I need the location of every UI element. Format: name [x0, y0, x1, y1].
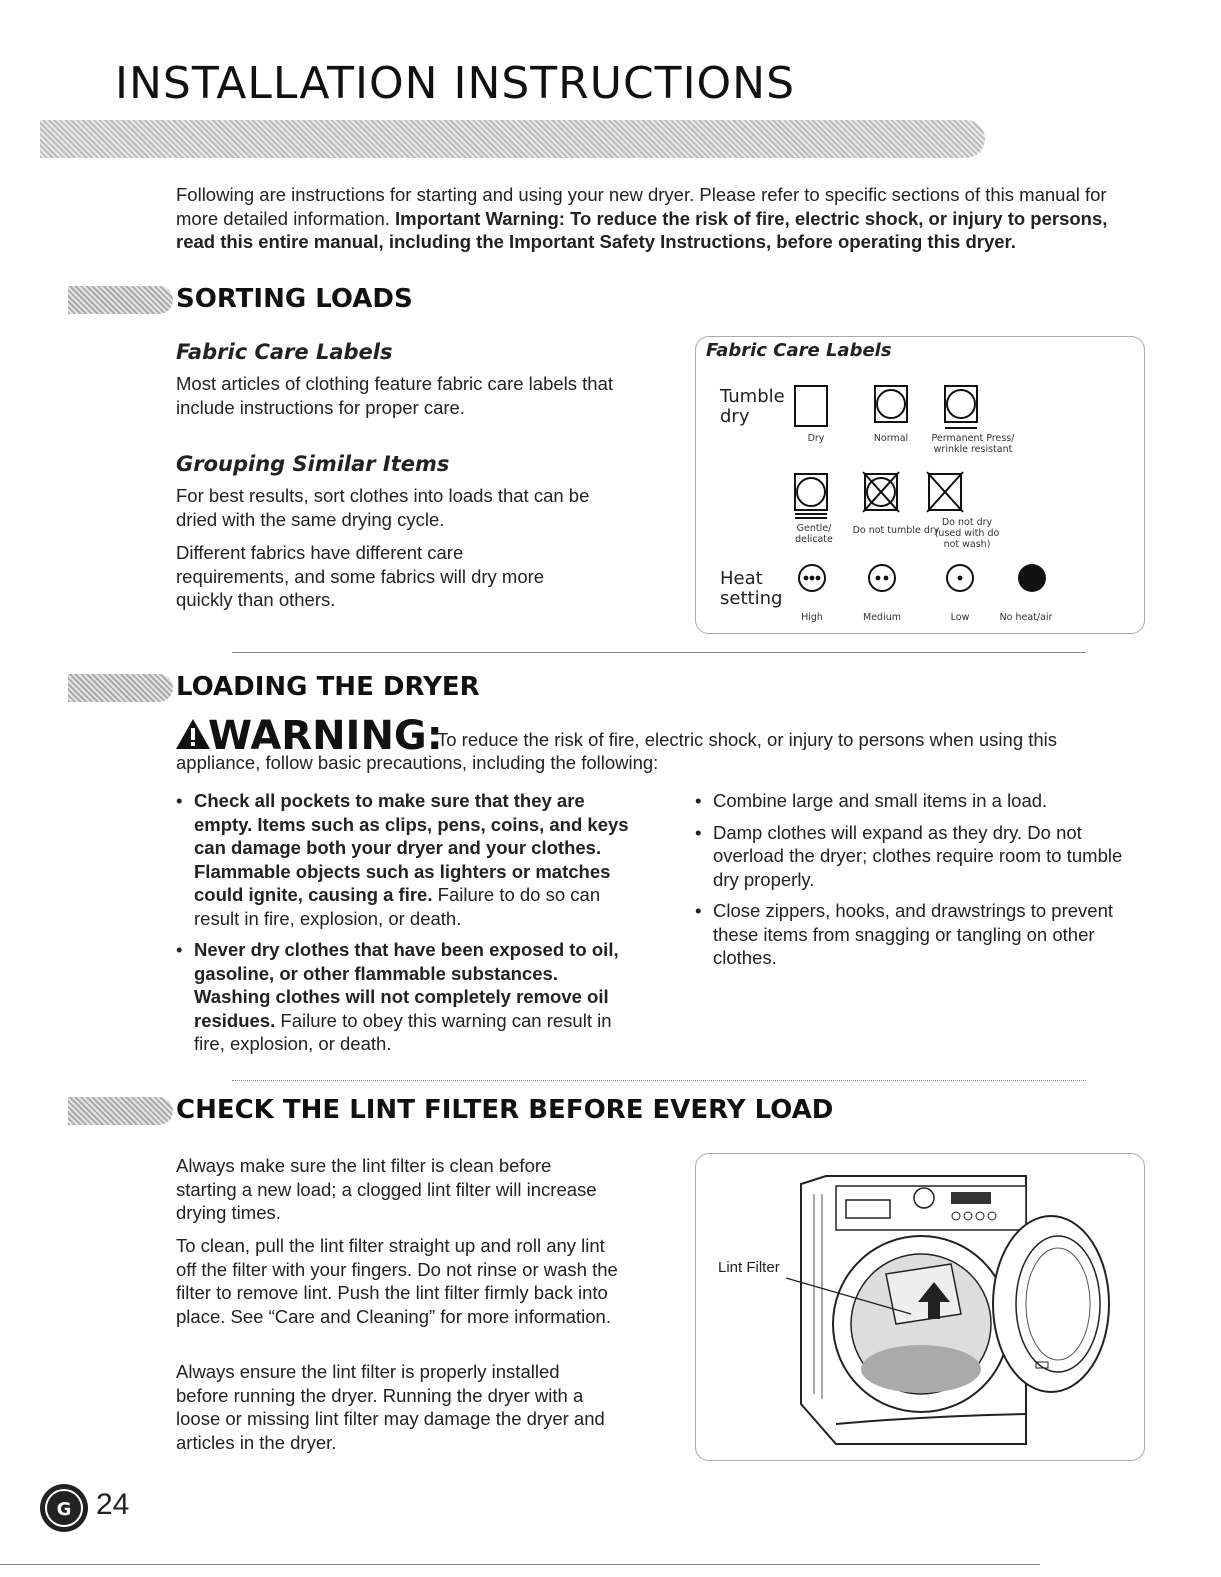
section-marker: [68, 286, 173, 314]
lint-paragraph-3: Always ensure the lint filter is properly installed before running the dryer. Running the dryer with a loose or missing lint filter may damage the dryer and articles in the dryer.: [176, 1361, 605, 1453]
grouping-text: For best results, sort clothes into loads that can be dried with the same drying cycle.: [176, 485, 590, 530]
dryer-illustration: [696, 1154, 1144, 1460]
heat-setting-symbols: [796, 562, 1056, 596]
fabric-care-figure: [695, 336, 1145, 634]
list-item-bold: Never dry clothes that have been exposed to oil, gasoline, or other flammable substances. Washing clothes will not completely remove oil residues.: [194, 939, 619, 1031]
intro-paragraph: [176, 183, 1121, 254]
section-divider: [232, 1080, 1086, 1081]
list-item-text: Failure to do so can result in fire, explosion, or death.: [194, 884, 601, 929]
heat-high-caption: High: [801, 612, 823, 623]
intro-text: Following are instructions for starting and using your new dryer. Please refer to specific sections of this manual for more detailed information.: [176, 184, 1107, 229]
title-decorative-bar: [40, 120, 985, 158]
warning-text: To reduce the risk of fire, electric shock, or injury to persons when using this: [437, 729, 1058, 750]
svg-text:G: G: [56, 1499, 72, 1520]
warning-list-left: [176, 789, 631, 1064]
list-item: • Close zippers, hooks, and drawstrings to prevent these items from snagging or tangling on other clothes.: [695, 899, 1125, 970]
lg-logo-icon: [40, 1484, 88, 1532]
symbol-normal-caption: Normal: [873, 433, 909, 444]
section-heading-lint-filter: CHECK THE LINT FILTER BEFORE EVERY LOAD: [176, 1095, 834, 1125]
symbol-dry-caption: Dry: [807, 433, 825, 444]
list-item-text: Failure to obey this warning can result in fire, explosion, or death.: [194, 1009, 612, 1054]
tumble-dry-label: Tumble dry: [720, 386, 785, 427]
loading-tips-list: [695, 789, 1125, 978]
fabric-care-heading: Fabric Care Labels: [176, 340, 393, 364]
figure-title: Fabric Care Labels: [706, 340, 892, 361]
heat-low-caption: Low: [950, 612, 970, 623]
tumble-dry-symbols: [791, 382, 1111, 432]
grouping-text-2: Different fabrics have different care requirements, and some fabrics will dry more quickly than others.: [176, 542, 545, 610]
section-heading-loading: LOADING THE DRYER: [176, 672, 480, 702]
footer-rule: [0, 1564, 1040, 1565]
symbol-gentle-caption: Gentle/ delicate: [795, 523, 833, 545]
warning-text-continued: appliance, follow basic precautions, including the following:: [176, 752, 659, 773]
lint-paragraph-1: Always make sure the lint filter is clean before starting a new load; a clogged lint filter will increase drying times.: [176, 1155, 597, 1223]
section-heading-sorting: SORTING LOADS: [176, 284, 413, 314]
list-item: [176, 789, 631, 930]
grouping-heading: Grouping Similar Items: [176, 452, 450, 476]
section-divider: [232, 652, 1086, 653]
list-item: [176, 938, 631, 1056]
lint-filter-callout: Lint Filter: [718, 1259, 780, 1276]
heat-no-heat-caption: No heat/air: [999, 612, 1053, 623]
special-dry-symbols: [791, 470, 1111, 520]
list-item-bold: Check all pockets to make sure that they are empty. Items such as clips, pens, coins, and keys can damage both your dryer and your clothes. Flammable objects such as lighters or matches could ignite, causing a fire.: [194, 790, 629, 905]
symbol-permanent-press-caption: Permanent Press/ wrinkle resistant: [931, 433, 1015, 455]
heat-medium-caption: Medium: [863, 612, 901, 623]
symbol-no-tumble-caption: Do not tumble dry: [852, 525, 940, 536]
warning-label: WARNING:: [208, 713, 443, 759]
page-number: 24: [96, 1488, 130, 1521]
heat-setting-label: Heat setting: [720, 568, 783, 609]
page-title: INSTALLATION INSTRUCTIONS: [115, 58, 796, 109]
warning-triangle-icon: [174, 717, 212, 751]
symbol-do-not-dry-caption: Do not dry (used with do not wash): [934, 517, 1000, 550]
list-item: • Combine large and small items in a load.: [695, 789, 1125, 813]
intro-important-warning: Important Warning: To reduce the risk of fire, electric shock, or injury to persons, read this entire manual, including the Important Safety Instructions, before operating this dryer.: [176, 207, 1108, 252]
section-marker: [68, 1097, 173, 1125]
fabric-care-text: Most articles of clothing feature fabric care labels that include instructions for proper care.: [176, 373, 614, 418]
lint-paragraph-2: To clean, pull the lint filter straight up and roll any lint off the filter with your fingers. Do not rinse or wash the filter to remove lint. Push the lint filter firmly back into place. See “Care and Cleaning” for more information.: [176, 1235, 618, 1327]
lint-filter-figure: [695, 1153, 1145, 1461]
section-marker: [68, 674, 173, 702]
list-item: • Damp clothes will expand as they dry. Do not overload the dryer; clothes require room to tumble dry properly.: [695, 821, 1125, 892]
